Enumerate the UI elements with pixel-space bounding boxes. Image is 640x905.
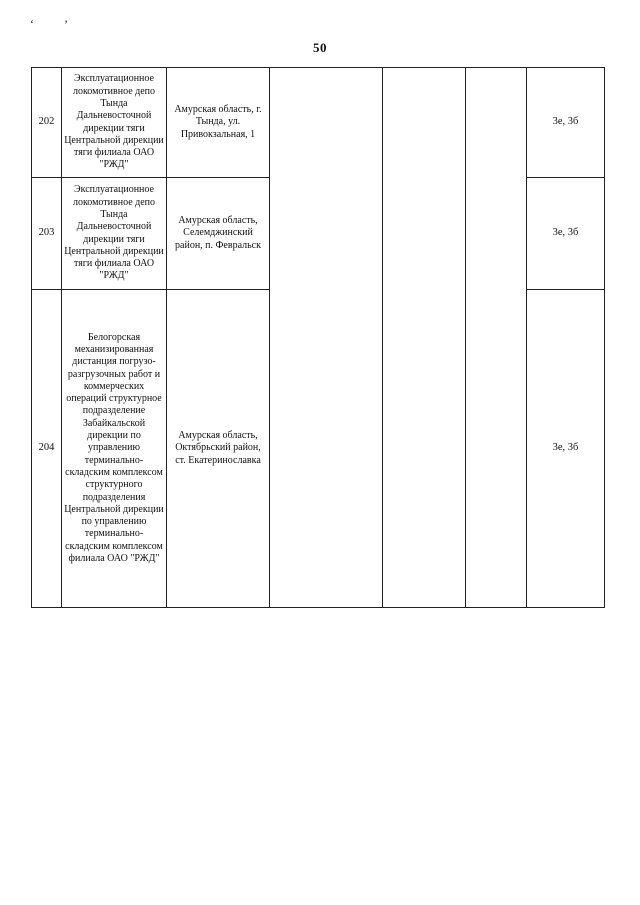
- empty-cell: [270, 68, 383, 608]
- empty-cell: [383, 68, 466, 608]
- organization-name: Белогорская механизированная дистанция погрузо-разгрузочных работ и коммерческих операций структурное подразделение Забайкальской дирекции по управлению терминально-складским комплексом структурного подразделения Центральной дирекции по управлению терминально-складским комплексом филиала ОАО "РЖД": [62, 290, 167, 608]
- empty-cell: [466, 68, 527, 608]
- organization-address: Амурская область, г. Тында, ул. Привокзальная, 1: [167, 68, 270, 178]
- scan-mark: ’: [64, 17, 68, 31]
- organization-name: Эксплуатационное локомотивное депо Тында Дальневосточной дирекции тяги Центральной дирекции тяги филиала ОАО "РЖД": [62, 68, 167, 178]
- row-number: 203: [32, 178, 62, 290]
- category-code: 3е, 3б: [527, 68, 605, 178]
- registry-table: [31, 67, 605, 608]
- organization-address: Амурская область, Октябрьский район, ст. Екатеринославка: [167, 290, 270, 608]
- scan-mark: ‘: [30, 17, 34, 31]
- row-number: 202: [32, 68, 62, 178]
- page-number: 50: [313, 40, 327, 55]
- organization-address: Амурская область, Селемджинский район, п. Февральск: [167, 178, 270, 290]
- table-row: [32, 68, 605, 178]
- organization-name: Эксплуатационное локомотивное депо Тында Дальневосточной дирекции тяги Центральной дирекции тяги филиала ОАО "РЖД": [62, 178, 167, 290]
- category-code: 3е, 3б: [527, 178, 605, 290]
- category-code: 3е, 3б: [527, 290, 605, 608]
- row-number: 204: [32, 290, 62, 608]
